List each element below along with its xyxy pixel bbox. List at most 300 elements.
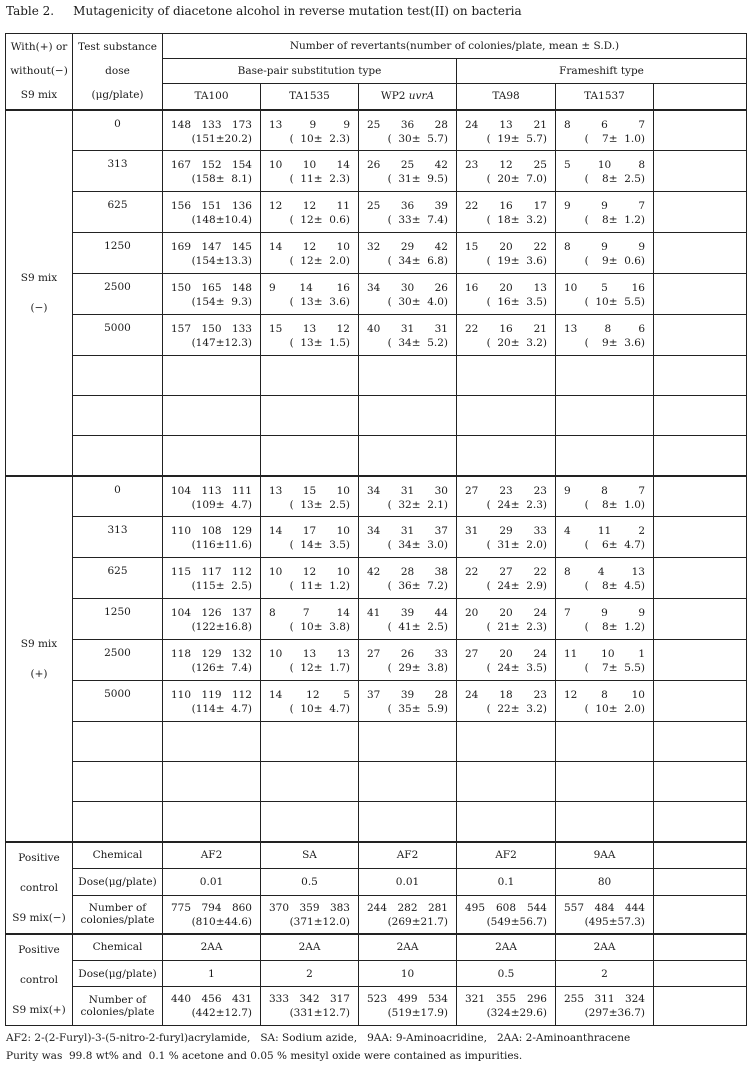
plate-count: 10 (597, 159, 612, 171)
empty-cell (654, 802, 747, 842)
control-dose: 2 (261, 961, 359, 987)
plate-count: 12 (269, 200, 283, 212)
empty-cell (654, 961, 747, 987)
plate-count: 17 (533, 200, 547, 212)
plate-count: 9 (601, 241, 608, 253)
count-cell (556, 151, 654, 192)
pc-label-line: Positive (18, 851, 60, 864)
plate-count: 110 (171, 525, 192, 537)
plate-count: 16 (499, 323, 513, 335)
count-cell (457, 558, 556, 599)
plate-count: 4 (597, 566, 605, 578)
dose-header-line: dose (105, 65, 130, 78)
plate-count: 133 (201, 118, 222, 131)
s9-group-label (6, 476, 73, 842)
plate-counts (457, 151, 555, 171)
count-cell (359, 599, 457, 640)
empty-cell (654, 869, 747, 895)
empty-cell (359, 762, 457, 802)
count-cell (163, 192, 261, 233)
empty-cell (654, 151, 747, 192)
count-cell (163, 558, 261, 599)
plate-count: 11 (336, 200, 350, 212)
mean-sd: (519±17.9) (387, 1007, 448, 1020)
plate-counts (163, 233, 260, 253)
control-dose: 10 (359, 961, 457, 987)
plate-count: 34 (367, 525, 381, 537)
plate-count: 108 (201, 525, 222, 537)
plate-count: 104 (171, 484, 192, 497)
number-label (73, 987, 163, 1025)
plate-count: 115 (171, 566, 192, 578)
count-cell (359, 987, 457, 1025)
plate-count: 296 (526, 993, 547, 1006)
control-dose: 0.5 (261, 869, 359, 895)
chemical-name: AF2 (163, 842, 261, 869)
mean-sd: ( 8± 1.2) (584, 214, 645, 226)
plate-count: 32 (367, 241, 381, 253)
count-cell (556, 895, 654, 933)
control-dose: 0.1 (457, 869, 556, 895)
number-label-line: Number of (88, 902, 147, 915)
plate-count: 8 (564, 118, 571, 131)
mean-sd: (331±12.7) (289, 1007, 350, 1020)
empty-cell (73, 722, 163, 762)
plate-counts (163, 987, 260, 1005)
count-cell (261, 110, 359, 151)
plate-count: 9 (601, 607, 608, 619)
empty-cell (654, 842, 747, 869)
count-cell (457, 274, 556, 315)
plate-counts (457, 599, 555, 619)
plate-count: 499 (397, 993, 418, 1006)
plate-count: 150 (201, 323, 222, 335)
plate-counts (457, 681, 555, 701)
mean-sd: (116±11.6) (191, 539, 252, 551)
plate-count: 22 (533, 566, 547, 578)
mean-sd: ( 30± 4.0) (387, 296, 448, 308)
plate-counts (359, 315, 456, 335)
empty-cell (654, 436, 747, 476)
plate-count: 13 (302, 648, 317, 660)
plate-count: 23 (533, 484, 547, 497)
dose-cell: 1250 (73, 233, 163, 274)
plate-counts (457, 517, 555, 537)
count-cell (359, 110, 457, 151)
plate-count: 150 (171, 282, 192, 294)
count-cell (457, 315, 556, 356)
plate-count: 10 (269, 159, 283, 171)
plate-counts (457, 896, 555, 914)
plate-count: 112 (231, 566, 252, 578)
mean-sd: (442±12.7) (191, 1007, 252, 1020)
dose-label: Dose(μg/plate) (73, 961, 163, 987)
plate-count: 136 (231, 200, 252, 212)
count-cell (163, 315, 261, 356)
plate-count: 10 (564, 282, 578, 294)
plate-count: 557 (564, 901, 585, 914)
pc-label-line: control (20, 881, 58, 894)
plate-count: 36 (400, 200, 415, 212)
count-cell (457, 517, 556, 558)
count-cell (163, 895, 261, 933)
plate-count: 1 (638, 648, 645, 660)
plate-count: 33 (533, 525, 547, 537)
mean-sd: (549±56.7) (486, 915, 547, 928)
empty-cell (261, 356, 359, 396)
mean-sd: (114± 4.7) (191, 703, 252, 715)
plate-count: 484 (594, 901, 615, 914)
plate-count: 39 (400, 607, 415, 619)
empty-cell (457, 436, 556, 476)
plate-count: 317 (329, 993, 350, 1006)
mean-sd: ( 31± 9.5) (387, 173, 448, 185)
dose-cell: 5000 (73, 315, 163, 356)
count-cell (359, 315, 457, 356)
mean-sd: ( 10± 5.5) (584, 296, 645, 308)
plate-count: 10 (302, 159, 317, 171)
plate-counts (457, 315, 555, 335)
plate-count: 23 (533, 689, 547, 701)
plate-count: 38 (434, 566, 448, 578)
plate-count: 22 (465, 200, 479, 212)
dose-cell: 1250 (73, 599, 163, 640)
plate-count: 9 (564, 484, 571, 497)
plate-count: 10 (601, 648, 615, 660)
plate-counts (261, 111, 358, 131)
plate-count: 13 (564, 323, 578, 335)
plate-count: 9 (601, 200, 608, 212)
plate-counts (457, 192, 555, 212)
plate-count: 860 (231, 901, 252, 914)
empty-cell (654, 517, 747, 558)
plate-counts (359, 558, 456, 578)
plate-counts (261, 896, 358, 914)
mean-sd: (109± 4.7) (191, 498, 252, 511)
plate-count: 31 (400, 323, 415, 335)
mean-sd: ( 24± 3.5) (486, 662, 547, 674)
plate-count: 5 (564, 159, 571, 171)
count-cell (163, 640, 261, 681)
count-cell (457, 599, 556, 640)
count-cell (163, 681, 261, 722)
mean-sd: ( 22± 3.2) (486, 703, 547, 715)
plate-count: 18 (499, 689, 513, 701)
plate-count: 16 (499, 200, 513, 212)
dose-label: Dose(μg/plate) (73, 869, 163, 895)
mean-sd: (154± 9.3) (191, 296, 252, 308)
number-label-line: Number of (88, 993, 147, 1006)
plate-count: 25 (367, 200, 381, 212)
mean-sd: (151±20.2) (191, 132, 252, 145)
plate-count: 119 (201, 689, 222, 701)
mean-sd: ( 19± 5.7) (486, 132, 547, 145)
plate-count: 37 (434, 525, 448, 537)
count-cell (163, 151, 261, 192)
count-cell (359, 517, 457, 558)
plate-counts (457, 111, 555, 131)
plate-count: 147 (201, 241, 222, 253)
plate-count: 13 (336, 648, 350, 660)
with-without-line: without(−) (10, 65, 68, 78)
empty-cell (163, 396, 261, 436)
plate-count: 154 (231, 159, 252, 171)
empty-cell (73, 762, 163, 802)
plate-count: 544 (526, 901, 547, 914)
with-without-s9-header (6, 34, 73, 110)
dose-cell: 625 (73, 558, 163, 599)
mean-sd: ( 10± 2.3) (289, 132, 350, 145)
number-label-line: colonies/plate (80, 914, 155, 927)
plate-count: 244 (367, 901, 388, 914)
count-cell (261, 681, 359, 722)
count-cell (163, 599, 261, 640)
mean-sd: (810±44.6) (191, 915, 252, 928)
empty-cell (163, 802, 261, 842)
dose-cell: 5000 (73, 681, 163, 722)
plate-counts (556, 987, 653, 1005)
plate-count: 44 (434, 607, 448, 619)
plate-count: 8 (269, 607, 276, 619)
plate-count: 15 (302, 484, 317, 497)
empty-header-cell (654, 84, 747, 110)
plate-count: 13 (499, 118, 513, 131)
pc-label-line: S9 mix(−) (12, 911, 66, 924)
plate-counts (359, 274, 456, 294)
plate-counts (163, 517, 260, 537)
control-dose: 0.01 (163, 869, 261, 895)
count-cell (556, 476, 654, 517)
chemical-name: SA (261, 842, 359, 869)
dose-header-line: Test substance (78, 41, 157, 54)
count-cell (163, 274, 261, 315)
chemical-name: 2AA (457, 934, 556, 961)
empty-cell (556, 762, 654, 802)
dose-cell: 2500 (73, 274, 163, 315)
plate-count: 156 (171, 200, 192, 212)
empty-cell (654, 233, 747, 274)
empty-cell (654, 762, 747, 802)
plate-count: 456 (201, 993, 222, 1006)
plate-count: 9 (269, 282, 276, 294)
plate-count: 9 (564, 200, 571, 212)
plate-count: 27 (465, 648, 479, 660)
plate-count: 8 (564, 566, 571, 578)
mean-sd: ( 8± 1.0) (584, 498, 645, 511)
plate-count: 169 (171, 241, 192, 253)
plate-count: 21 (533, 118, 547, 131)
base-pair-header: Base-pair substitution type (163, 59, 457, 84)
count-cell (163, 233, 261, 274)
dose-cell: 0 (73, 476, 163, 517)
footnote-abbreviations: AF2: 2-(2-Furyl)-3-(5-nitro-2-furyl)acrylamide, SA: Sodium azide, 9AA: 9-Aminoacridine, 2AA: 2-Aminoanthracene (6, 1032, 631, 1044)
count-cell (261, 640, 359, 681)
plate-count: 8 (601, 689, 608, 701)
strain-header: TA1537 (556, 84, 654, 110)
empty-cell (359, 722, 457, 762)
plate-count: 39 (434, 200, 448, 212)
plate-count: 14 (299, 282, 313, 294)
strain-italic: uvrA (408, 90, 435, 103)
plate-counts (359, 681, 456, 701)
plate-counts (457, 274, 555, 294)
empty-cell (654, 681, 747, 722)
plate-count: 34 (367, 484, 381, 497)
count-cell (359, 681, 457, 722)
plate-count: 25 (400, 159, 415, 171)
empty-cell (654, 315, 747, 356)
plate-counts (261, 640, 358, 660)
plate-count: 148 (171, 118, 192, 131)
plate-count: 8 (601, 484, 608, 497)
plate-count: 7 (638, 484, 645, 497)
plate-count: 11 (597, 525, 612, 537)
plate-count: 26 (400, 648, 415, 660)
plate-count: 255 (564, 993, 585, 1006)
plate-count: 12 (564, 689, 578, 701)
count-cell (359, 476, 457, 517)
count-cell (261, 315, 359, 356)
plate-counts (163, 274, 260, 294)
plate-counts (556, 315, 653, 335)
mean-sd: ( 13± 1.5) (289, 337, 350, 349)
dose-cell: 625 (73, 192, 163, 233)
plate-count: 10 (269, 566, 283, 578)
plate-count: 6 (601, 118, 608, 131)
plate-counts (163, 477, 260, 497)
empty-cell (73, 802, 163, 842)
plate-count: 10 (336, 484, 350, 497)
plate-counts (261, 274, 358, 294)
plate-count: 440 (171, 993, 192, 1006)
plate-count: 28 (434, 689, 448, 701)
plate-counts (359, 192, 456, 212)
chemical-name: 9AA (556, 842, 654, 869)
plate-count: 13 (269, 484, 283, 497)
plate-count: 24 (533, 648, 547, 660)
plate-count: 9 (638, 241, 645, 253)
dose-cell: 313 (73, 517, 163, 558)
plate-count: 42 (434, 241, 448, 253)
mean-sd: ( 24± 2.9) (486, 580, 547, 592)
count-cell (261, 517, 359, 558)
control-dose: 2 (556, 961, 654, 987)
plate-count: 12 (302, 200, 317, 212)
mean-sd: ( 13± 3.6) (289, 296, 350, 308)
number-label (73, 895, 163, 933)
s9-label-line: (+) (30, 667, 48, 680)
plate-count: 7 (302, 607, 310, 619)
plate-count: 311 (594, 993, 615, 1006)
plate-counts (556, 111, 653, 131)
empty-cell (654, 599, 747, 640)
plate-count: 17 (302, 525, 317, 537)
chemical-name: 2AA (163, 934, 261, 961)
plate-count: 6 (638, 323, 645, 335)
control-dose: 80 (556, 869, 654, 895)
plate-count: 14 (336, 159, 350, 171)
count-cell (261, 233, 359, 274)
plate-count: 16 (336, 282, 350, 294)
chemical-name: 2AA (359, 934, 457, 961)
plate-counts (457, 987, 555, 1005)
mean-sd: ( 29± 3.8) (387, 662, 448, 674)
plate-count: 30 (400, 282, 415, 294)
plate-counts (556, 477, 653, 497)
chemical-name: 2AA (556, 934, 654, 961)
plate-count: 21 (533, 323, 547, 335)
count-cell (359, 640, 457, 681)
plate-count: 129 (231, 525, 252, 537)
count-cell (163, 476, 261, 517)
plate-count: 22 (465, 566, 479, 578)
empty-cell (556, 436, 654, 476)
pc-label-line: control (20, 973, 58, 986)
plate-count: 112 (231, 689, 252, 701)
count-cell (261, 274, 359, 315)
plate-counts (556, 192, 653, 212)
plate-count: 14 (269, 689, 283, 701)
strain-header: TA98 (457, 84, 556, 110)
control-dose: 0.5 (457, 961, 556, 987)
mean-sd: (126± 7.4) (191, 662, 252, 674)
empty-cell (654, 274, 747, 315)
plate-count: 20 (499, 607, 513, 619)
s9-label-line: (−) (30, 301, 48, 314)
control-dose: 1 (163, 961, 261, 987)
chemical-name: 2AA (261, 934, 359, 961)
mean-sd: ( 11± 2.3) (289, 173, 350, 185)
mean-sd: ( 21± 2.3) (486, 621, 547, 633)
plate-count: 26 (434, 282, 448, 294)
count-cell (359, 192, 457, 233)
empty-cell (457, 356, 556, 396)
plate-count: 14 (269, 525, 283, 537)
plate-count: 7 (564, 607, 571, 619)
dose-cell: 2500 (73, 640, 163, 681)
mean-sd: (371±12.0) (289, 915, 350, 928)
mean-sd: (158± 8.1) (191, 173, 252, 185)
plate-count: 104 (171, 607, 192, 619)
strain-header: TA100 (163, 84, 261, 110)
plate-count: 20 (465, 607, 479, 619)
plate-count: 25 (367, 118, 381, 131)
count-cell (556, 192, 654, 233)
plate-count: 10 (336, 566, 350, 578)
count-cell (261, 151, 359, 192)
empty-cell (654, 192, 747, 233)
empty-cell (359, 356, 457, 396)
plate-count: 321 (465, 993, 486, 1006)
plate-count: 534 (427, 993, 448, 1006)
count-cell (261, 895, 359, 933)
empty-cell (359, 802, 457, 842)
plate-count: 10 (336, 241, 350, 253)
mean-sd: ( 8± 1.2) (584, 621, 645, 633)
plate-count: 40 (367, 323, 381, 335)
mean-sd: ( 12± 1.7) (289, 662, 350, 674)
plate-count: 25 (533, 159, 547, 171)
plate-counts (359, 599, 456, 619)
count-cell (556, 558, 654, 599)
chemical-name: AF2 (359, 842, 457, 869)
mean-sd: ( 16± 3.5) (486, 296, 547, 308)
mean-sd: ( 11± 1.2) (289, 580, 350, 592)
plate-count: 16 (465, 282, 479, 294)
footnote-purity: Purity was 99.8 wt% and 0.1 % acetone and 0.05 % mesityl oxide were contained as impurities. (6, 1050, 523, 1062)
plate-count: 333 (269, 993, 290, 1006)
mean-sd: (122±16.8) (191, 621, 252, 633)
